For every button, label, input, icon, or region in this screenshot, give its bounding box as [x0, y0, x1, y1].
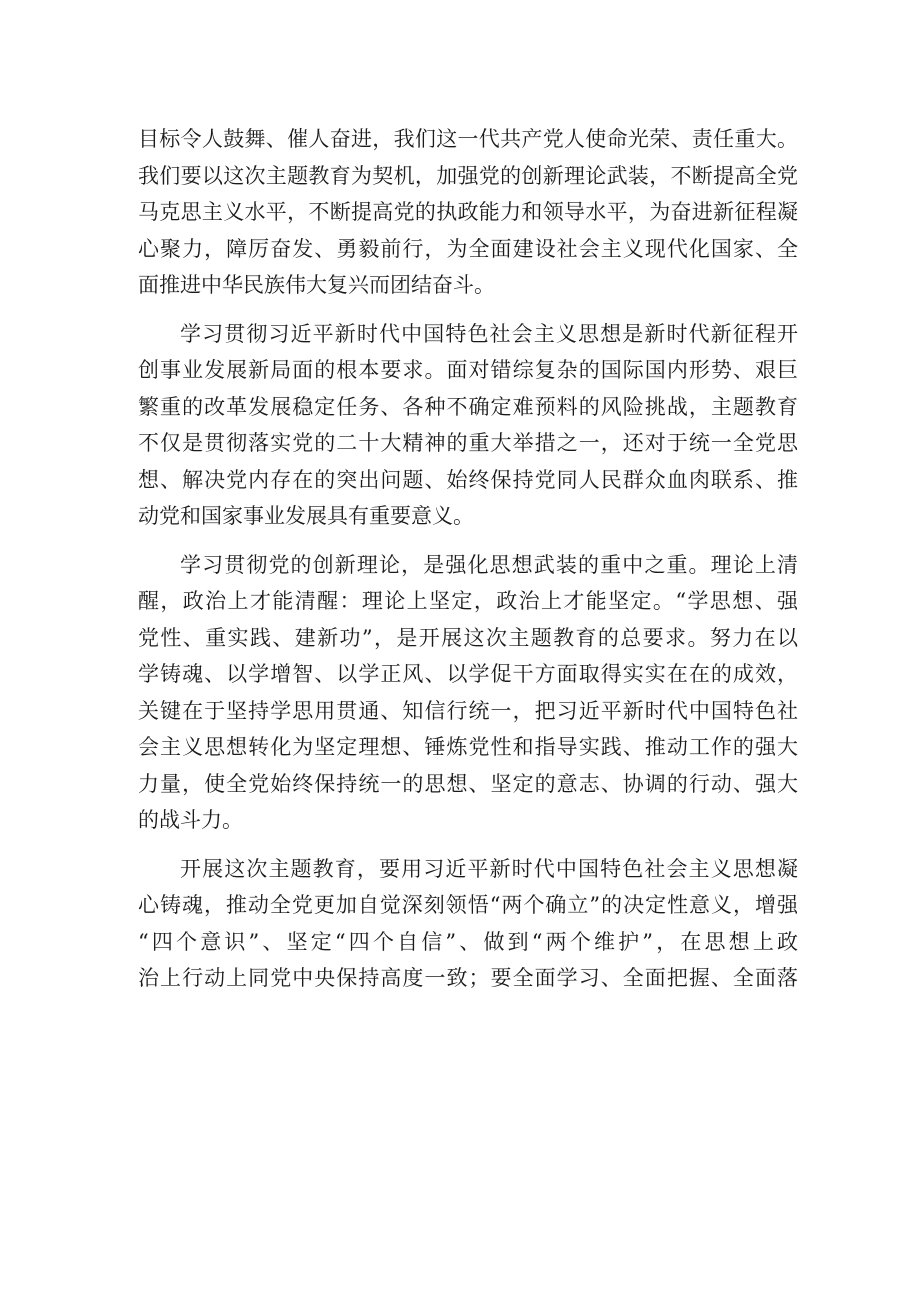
paragraph-line: 繁重的改革发展稳定任务、各种不确定难预料的风险挑战，主题教育 [138, 394, 798, 419]
paragraph-line: 心聚力，障厉奋发、勇毅前行，为全面建设社会主义现代化国家、全 [138, 236, 798, 261]
paragraph-line: 学铸魂、以学增智、以学正风、以学促干方面取得实实在在的成效， [138, 662, 798, 686]
paragraph-line: 创事业发展新局面的根本要求。面对错综复杂的国际国内形势、艰巨 [138, 358, 798, 382]
paragraph [138, 316, 798, 535]
paragraph-line: 我们要以这次主题教育为契机，加强党的创新理论武装，不断提高全党 [138, 163, 798, 188]
paragraph-line: 想、解决党内存在的突出问题、始终保持党同人民群众血肉联系、推 [138, 467, 798, 492]
paragraph-line: 学习贯彻党的创新理论，是强化思想武装的重中之重。理论上清 [180, 552, 798, 577]
paragraph-line: 动党和国家事业发展具有重要意义。 [138, 504, 474, 528]
paragraph-line: 治上行动上同党中央保持高度一致；要全面学习、全面把握、全面落 [138, 966, 798, 990]
paragraph-line: “四个意识”、坚定“四个自信”、做到“两个维护”，在思想上政 [138, 929, 798, 954]
paragraph-line: 力量，使全党始终保持统一的思想、坚定的意志、协调的行动、强大 [138, 771, 798, 796]
document-body [138, 121, 798, 1009]
paragraph-line: 关键在于坚持学思用贯通、知信行统一，把习近平新时代中国特色社 [138, 698, 798, 723]
paragraph-line: 面推进中华民族伟大复兴而团结奋斗。 [138, 273, 495, 297]
paragraph-line: 开展这次主题教育，要用习近平新时代中国特色社会主义思想凝 [180, 856, 798, 881]
paragraph-line: 目标令人鼓舞、催人奋进，我们这一代共产党人使命光荣、责任重大。 [138, 127, 798, 151]
paragraph [138, 121, 798, 304]
paragraph-line: 党性、重实践、建新功”，是开展这次主题教育的总要求。努力在以 [138, 625, 798, 650]
paragraph-line: 心铸魂，推动全党更加自觉深刻领悟“两个确立”的决定性意义，增强 [138, 893, 798, 917]
paragraph-line: 的战斗力。 [138, 808, 243, 832]
paragraph [138, 547, 798, 839]
paragraph-line: 醒，政治上才能清醒：理论上坚定，政治上才能坚定。“学思想、强 [138, 589, 798, 613]
paragraph [138, 851, 798, 997]
paragraph-line: 学习贯彻习近平新时代中国特色社会主义思想是新时代新征程开 [180, 321, 798, 346]
paragraph-line: 会主义思想转化为坚定理想、锤炼党性和指导实践、推动工作的强大 [138, 735, 798, 759]
paragraph-line: 不仅是贯彻落实党的二十大精神的重大举措之一，还对于统一全党思 [138, 431, 798, 455]
paragraph-line: 马克思主义水平，不断提高党的执政能力和领导水平，为奋进新征程凝 [138, 200, 798, 224]
